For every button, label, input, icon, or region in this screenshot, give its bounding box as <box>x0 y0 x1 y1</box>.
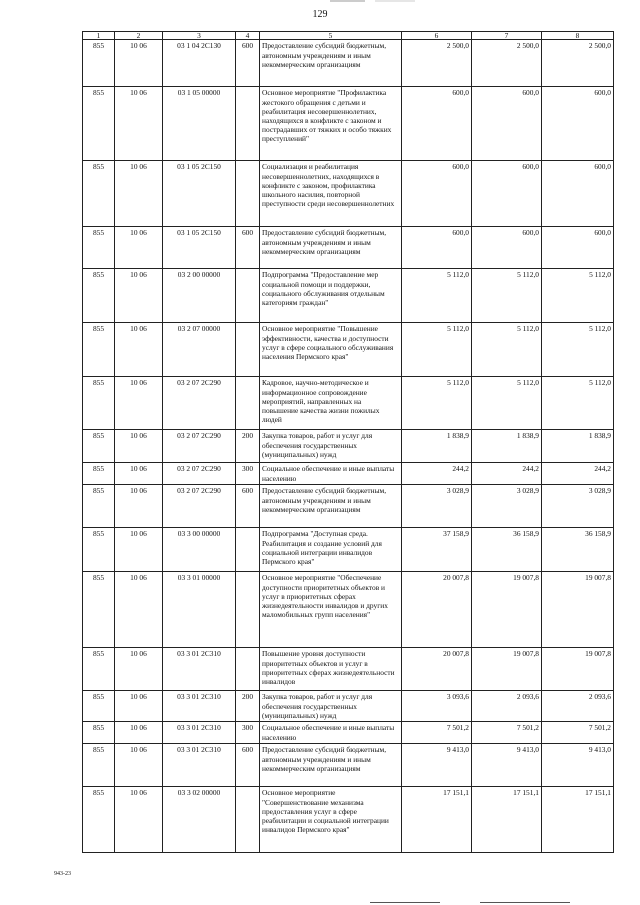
amount-col8-cell: 1 838,9 <box>542 430 614 463</box>
amount-col8-cell: 7 501,2 <box>542 722 614 744</box>
target-article-cell: 03 1 05 2С150 <box>163 227 236 269</box>
amount-col6-cell: 3 028,9 <box>402 485 472 528</box>
budget-table <box>82 31 614 853</box>
section-code-cell: 10 06 <box>115 485 163 528</box>
amount-col6-cell: 9 413,0 <box>402 744 472 787</box>
column-header: 3 <box>163 32 236 40</box>
expense-type-cell: 200 <box>236 430 260 463</box>
description-cell: Подпрограмма "Предоставление мер социальной помощи и поддержки, социального обслуживания отдельным категориям граждан" <box>260 269 402 323</box>
table-row <box>83 722 614 744</box>
amount-col7-cell: 17 151,1 <box>472 787 542 853</box>
amount-col6-cell: 20 007,8 <box>402 572 472 648</box>
expense-type-cell <box>236 648 260 691</box>
target-article-cell: 03 3 01 2С310 <box>163 648 236 691</box>
section-code-cell: 10 06 <box>115 323 163 377</box>
target-article-cell: 03 3 01 2С310 <box>163 691 236 722</box>
expense-type-cell <box>236 323 260 377</box>
amount-col7-cell: 1 838,9 <box>472 430 542 463</box>
target-article-cell: 03 3 01 2С310 <box>163 722 236 744</box>
amount-col7-cell: 244,2 <box>472 463 542 485</box>
amount-col6-cell: 5 112,0 <box>402 323 472 377</box>
admin-code-cell: 855 <box>83 691 115 722</box>
amount-col7-cell: 3 028,9 <box>472 485 542 528</box>
admin-code-cell: 855 <box>83 648 115 691</box>
amount-col8-cell: 5 112,0 <box>542 269 614 323</box>
target-article-cell: 03 2 07 2С290 <box>163 485 236 528</box>
table-row <box>83 528 614 572</box>
admin-code-cell: 855 <box>83 323 115 377</box>
amount-col8-cell: 19 007,8 <box>542 572 614 648</box>
section-code-cell: 10 06 <box>115 648 163 691</box>
scan-artifact <box>330 0 420 3</box>
table-row <box>83 463 614 485</box>
column-header: 4 <box>236 32 260 40</box>
amount-col6-cell: 600,0 <box>402 227 472 269</box>
admin-code-cell: 855 <box>83 787 115 853</box>
table-row <box>83 269 614 323</box>
column-header: 6 <box>402 32 472 40</box>
section-code-cell: 10 06 <box>115 227 163 269</box>
amount-col6-cell: 20 007,8 <box>402 648 472 691</box>
section-code-cell: 10 06 <box>115 430 163 463</box>
scan-artifact <box>480 902 570 903</box>
footer-code: 943-23 <box>54 871 71 877</box>
admin-code-cell: 855 <box>83 463 115 485</box>
amount-col7-cell: 5 112,0 <box>472 269 542 323</box>
amount-col8-cell: 5 112,0 <box>542 323 614 377</box>
admin-code-cell: 855 <box>83 269 115 323</box>
table-row <box>83 572 614 648</box>
page-number: 129 <box>312 9 328 20</box>
section-code-cell: 10 06 <box>115 528 163 572</box>
section-code-cell: 10 06 <box>115 161 163 227</box>
table-row <box>83 485 614 528</box>
description-cell: Социальное обеспечение и иные выплаты населению <box>260 463 402 485</box>
section-code-cell: 10 06 <box>115 722 163 744</box>
description-cell: Закупка товаров, работ и услуг для обеспечения государственных (муниципальных) нужд <box>260 691 402 722</box>
amount-col8-cell: 17 151,1 <box>542 787 614 853</box>
amount-col8-cell: 3 028,9 <box>542 485 614 528</box>
scan-artifact <box>370 902 440 903</box>
amount-col6-cell: 5 112,0 <box>402 377 472 430</box>
amount-col6-cell: 1 838,9 <box>402 430 472 463</box>
amount-col6-cell: 37 158,9 <box>402 528 472 572</box>
amount-col7-cell: 5 112,0 <box>472 377 542 430</box>
table-row <box>83 161 614 227</box>
description-cell: Закупка товаров, работ и услуг для обеспечения государственных (муниципальных) нужд <box>260 430 402 463</box>
description-cell: Предоставление субсидий бюджетным, автономным учреждениям и иным некоммерческим организациям <box>260 485 402 528</box>
amount-col8-cell: 2 500,0 <box>542 40 614 87</box>
column-header: 8 <box>542 32 614 40</box>
amount-col8-cell: 2 093,6 <box>542 691 614 722</box>
target-article-cell: 03 3 00 00000 <box>163 528 236 572</box>
section-code-cell: 10 06 <box>115 744 163 787</box>
description-cell: Предоставление субсидий бюджетным, автономным учреждениям и иным некоммерческим организациям <box>260 227 402 269</box>
target-article-cell: 03 3 01 2С310 <box>163 744 236 787</box>
description-cell: Кадровое, научно-методическое и информационное сопровождение мероприятий, направленных на повышение качества жизни пожилых людей <box>260 377 402 430</box>
amount-col7-cell: 19 007,8 <box>472 572 542 648</box>
table-row <box>83 87 614 161</box>
column-header: 2 <box>115 32 163 40</box>
description-cell: Основное мероприятие "Профилактика жестокого обращения с детьми и реабилитация несовершеннолетних, находящихся в конфликте с законом и пострадавших от тяжких и особо тяжких преступлений" <box>260 87 402 161</box>
amount-col8-cell: 600,0 <box>542 87 614 161</box>
expense-type-cell <box>236 787 260 853</box>
amount-col7-cell: 36 158,9 <box>472 528 542 572</box>
admin-code-cell: 855 <box>83 161 115 227</box>
description-cell: Предоставление субсидий бюджетным, автономным учреждениям и иным некоммерческим организациям <box>260 744 402 787</box>
amount-col8-cell: 244,2 <box>542 463 614 485</box>
section-code-cell: 10 06 <box>115 463 163 485</box>
admin-code-cell: 855 <box>83 528 115 572</box>
table-row <box>83 430 614 463</box>
header-row <box>83 32 614 40</box>
section-code-cell: 10 06 <box>115 40 163 87</box>
table-row <box>83 323 614 377</box>
description-cell: Основное мероприятие "Повышение эффективности, качества и доступности услуг в сфере социального обслуживания населения Пермского края" <box>260 323 402 377</box>
amount-col6-cell: 244,2 <box>402 463 472 485</box>
table-row <box>83 744 614 787</box>
expense-type-cell: 600 <box>236 744 260 787</box>
amount-col6-cell: 600,0 <box>402 161 472 227</box>
expense-type-cell <box>236 377 260 430</box>
description-cell: Социализация и реабилитация несовершеннолетних, находящихся в конфликте с законом, профилактика школьного насилия, повторной преступности среди несовершеннолетних <box>260 161 402 227</box>
description-cell: Предоставление субсидий бюджетным, автономным учреждениям и иным некоммерческим организациям <box>260 40 402 87</box>
section-code-cell: 10 06 <box>115 269 163 323</box>
amount-col8-cell: 19 007,8 <box>542 648 614 691</box>
expense-type-cell <box>236 269 260 323</box>
amount-col8-cell: 9 413,0 <box>542 744 614 787</box>
admin-code-cell: 855 <box>83 377 115 430</box>
description-cell: Основное мероприятие "Обеспечение доступности приоритетных объектов и услуг в приоритетных сферах жизнедеятельности инвалидов и других маломобильных групп населения" <box>260 572 402 648</box>
expense-type-cell: 600 <box>236 40 260 87</box>
amount-col7-cell: 2 093,6 <box>472 691 542 722</box>
table-row <box>83 40 614 87</box>
expense-type-cell <box>236 528 260 572</box>
target-article-cell: 03 1 05 00000 <box>163 87 236 161</box>
target-article-cell: 03 1 05 2С150 <box>163 161 236 227</box>
description-cell: Основное мероприятие "Совершенствование механизма предоставления услуг в сфере реабилитации и социальной интеграции инвалидов Пермского края" <box>260 787 402 853</box>
target-article-cell: 03 2 07 2С290 <box>163 463 236 485</box>
expense-type-cell: 600 <box>236 227 260 269</box>
target-article-cell: 03 3 02 00000 <box>163 787 236 853</box>
column-header: 7 <box>472 32 542 40</box>
amount-col8-cell: 5 112,0 <box>542 377 614 430</box>
expense-type-cell: 300 <box>236 722 260 744</box>
target-article-cell: 03 2 07 00000 <box>163 323 236 377</box>
target-article-cell: 03 2 00 00000 <box>163 269 236 323</box>
expense-type-cell <box>236 572 260 648</box>
amount-col6-cell: 2 500,0 <box>402 40 472 87</box>
column-header: 1 <box>83 32 115 40</box>
table-row <box>83 787 614 853</box>
amount-col8-cell: 600,0 <box>542 161 614 227</box>
section-code-cell: 10 06 <box>115 787 163 853</box>
amount-col7-cell: 19 007,8 <box>472 648 542 691</box>
table-row <box>83 227 614 269</box>
amount-col7-cell: 7 501,2 <box>472 722 542 744</box>
section-code-cell: 10 06 <box>115 691 163 722</box>
amount-col8-cell: 36 158,9 <box>542 528 614 572</box>
amount-col6-cell: 5 112,0 <box>402 269 472 323</box>
target-article-cell: 03 2 07 2С290 <box>163 430 236 463</box>
table-row <box>83 648 614 691</box>
admin-code-cell: 855 <box>83 744 115 787</box>
target-article-cell: 03 1 04 2С130 <box>163 40 236 87</box>
section-code-cell: 10 06 <box>115 87 163 161</box>
amount-col6-cell: 600,0 <box>402 87 472 161</box>
amount-col6-cell: 17 151,1 <box>402 787 472 853</box>
amount-col7-cell: 600,0 <box>472 161 542 227</box>
amount-col7-cell: 5 112,0 <box>472 323 542 377</box>
amount-col7-cell: 9 413,0 <box>472 744 542 787</box>
expense-type-cell: 600 <box>236 485 260 528</box>
amount-col7-cell: 600,0 <box>472 227 542 269</box>
admin-code-cell: 855 <box>83 722 115 744</box>
admin-code-cell: 855 <box>83 430 115 463</box>
description-cell: Социальное обеспечение и иные выплаты населению <box>260 722 402 744</box>
expense-type-cell: 200 <box>236 691 260 722</box>
section-code-cell: 10 06 <box>115 572 163 648</box>
description-cell: Повышение уровня доступности приоритетных объектов и услуг в приоритетных сферах жизнедеятельности инвалидов <box>260 648 402 691</box>
expense-type-cell <box>236 161 260 227</box>
amount-col6-cell: 7 501,2 <box>402 722 472 744</box>
target-article-cell: 03 2 07 2С290 <box>163 377 236 430</box>
expense-type-cell <box>236 87 260 161</box>
admin-code-cell: 855 <box>83 572 115 648</box>
amount-col7-cell: 600,0 <box>472 87 542 161</box>
admin-code-cell: 855 <box>83 227 115 269</box>
table-row <box>83 691 614 722</box>
description-cell: Подпрограмма "Доступная среда. Реабилитация и создание условий для социальной интеграции инвалидов Пермского края" <box>260 528 402 572</box>
amount-col6-cell: 3 093,6 <box>402 691 472 722</box>
target-article-cell: 03 3 01 00000 <box>163 572 236 648</box>
section-code-cell: 10 06 <box>115 377 163 430</box>
expense-type-cell: 300 <box>236 463 260 485</box>
admin-code-cell: 855 <box>83 87 115 161</box>
amount-col8-cell: 600,0 <box>542 227 614 269</box>
table-row <box>83 377 614 430</box>
admin-code-cell: 855 <box>83 485 115 528</box>
amount-col7-cell: 2 500,0 <box>472 40 542 87</box>
admin-code-cell: 855 <box>83 40 115 87</box>
column-header: 5 <box>260 32 402 40</box>
